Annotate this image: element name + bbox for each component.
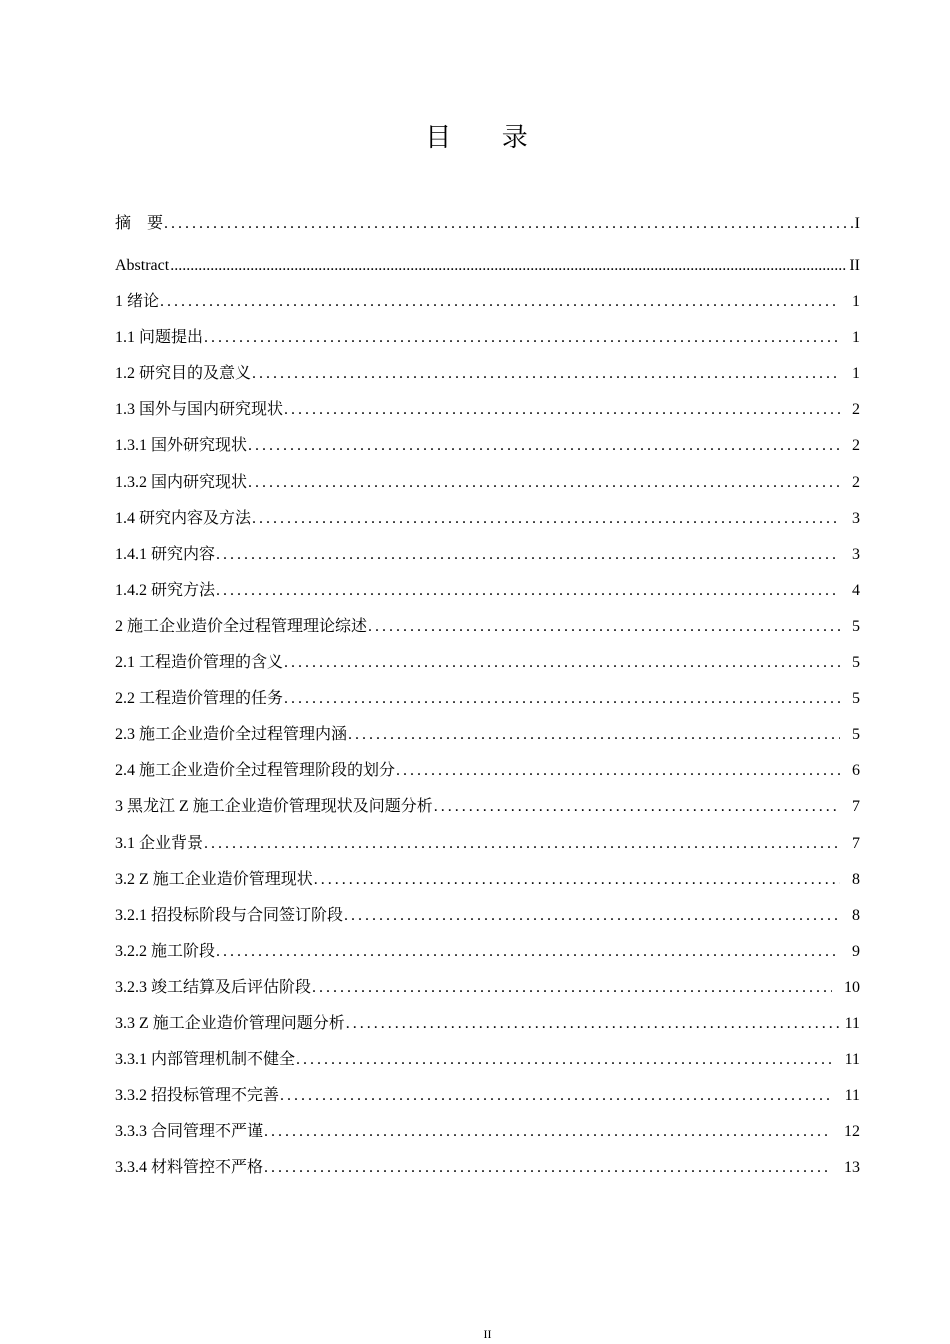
toc-leader-dots	[348, 717, 840, 753]
toc-leader-dots	[216, 537, 840, 573]
toc-entry-page: 1	[852, 293, 860, 311]
toc-leader-dots	[396, 753, 840, 789]
toc-entry-2-4[interactable]	[115, 753, 860, 789]
toc-entry-label: 1 绪论	[115, 293, 160, 311]
toc-leader-dots	[296, 1042, 832, 1078]
toc-entry-page: 6	[852, 762, 860, 780]
toc-entry-label: 1.1 问题提出	[115, 329, 204, 347]
toc-entry-3-2-1[interactable]	[115, 898, 860, 934]
toc-entry-page: 5	[852, 654, 860, 672]
toc-entry-label: 1.3.2 国内研究现状	[115, 473, 248, 491]
toc-entry-label: 2.2 工程造价管理的任务	[115, 690, 284, 708]
toc-entry-1-1[interactable]	[115, 320, 860, 356]
toc-entry-label: 3.2.2 施工阶段	[115, 942, 216, 960]
toc-entry-abstract-cn[interactable]	[115, 206, 860, 248]
toc-entry-page: 1	[852, 329, 860, 347]
toc-leader-dots	[204, 320, 840, 356]
toc-entry-page: 2	[852, 473, 860, 491]
toc-leader-dots	[164, 206, 853, 242]
toc-entry-3[interactable]	[115, 789, 860, 825]
toc-leader-dots	[248, 428, 840, 464]
toc-leader-dots	[368, 609, 840, 645]
toc-leader-dots	[314, 862, 840, 898]
toc-entry-1-4-1[interactable]	[115, 537, 860, 573]
toc-entry-page: 12	[844, 1123, 860, 1141]
toc-entry-label: 1.3.1 国外研究现状	[115, 437, 248, 455]
toc-entry-label: 3.2.1 招投标阶段与合同签订阶段	[115, 906, 344, 924]
toc-leader-dots	[344, 898, 840, 934]
toc-entry-label: 2.3 施工企业造价全过程管理内涵	[115, 726, 348, 744]
toc-entry-page: 5	[852, 690, 860, 708]
toc-leader-dots	[280, 1078, 832, 1114]
toc-entry-abstract-en[interactable]	[115, 248, 860, 284]
toc-entry-page: II	[849, 257, 860, 274]
toc-entry-label: 3.2 Z 施工企业造价管理现状	[115, 870, 313, 888]
toc-entry-page: I	[854, 215, 860, 232]
toc-leader-dots	[312, 970, 832, 1006]
toc-entry-page: 5	[852, 617, 860, 635]
toc-entry-label: 3.3.1 内部管理机制不健全	[115, 1051, 296, 1069]
toc-entry-label: 3.3.2 招投标管理不完善	[115, 1087, 280, 1105]
toc-entry-page: 9	[852, 942, 860, 960]
toc-entry-page: 13	[844, 1159, 860, 1177]
toc-entry-page: 8	[852, 906, 860, 924]
toc-leader-dots	[216, 573, 840, 609]
toc-entry-label: 3.1 企业背景	[115, 834, 204, 852]
toc-entry-label: 3.3 Z 施工企业造价管理问题分析	[115, 1014, 345, 1032]
toc-entry-page: 5	[852, 726, 860, 744]
toc-leader-dots	[434, 789, 840, 825]
toc-leader-dots	[216, 934, 840, 970]
toc-leader-dots	[284, 645, 840, 681]
toc-entry-page: 8	[852, 870, 860, 888]
toc-entry-label: 2 施工企业造价全过程管理理论综述	[115, 617, 368, 635]
toc-entry-label: Abstract	[115, 257, 170, 274]
toc-entry-2[interactable]	[115, 609, 860, 645]
toc-entry-1[interactable]	[115, 284, 860, 320]
toc-leader-dots	[284, 681, 840, 717]
toc-entry-page: 4	[852, 581, 860, 599]
page-title: 目 录	[425, 123, 550, 152]
toc-entry-page: 7	[852, 798, 860, 816]
toc-leader-dots	[170, 248, 847, 284]
toc-entry-page: 7	[852, 834, 860, 852]
toc-entry-3-2[interactable]	[115, 862, 860, 898]
table-of-contents	[115, 206, 860, 1186]
toc-entry-label: 1.4.1 研究内容	[115, 545, 216, 563]
toc-leader-dots	[252, 501, 840, 537]
toc-entry-label: 3.3.3 合同管理不严谨	[115, 1123, 264, 1141]
toc-entry-3-1[interactable]	[115, 826, 860, 862]
toc-entry-2-2[interactable]	[115, 681, 860, 717]
toc-entry-label: 2.1 工程造价管理的含义	[115, 654, 284, 672]
toc-leader-dots	[204, 826, 840, 862]
toc-leader-dots	[248, 465, 840, 501]
toc-entry-page: 11	[844, 1087, 860, 1105]
toc-entry-2-3[interactable]	[115, 717, 860, 753]
toc-entry-label: 3 黑龙江 Z 施工企业造价管理现状及问题分析	[115, 798, 433, 816]
toc-leader-dots	[264, 1150, 832, 1186]
toc-entry-2-1[interactable]	[115, 645, 860, 681]
toc-entry-label: 1.4 研究内容及方法	[115, 509, 252, 527]
toc-entry-1-2[interactable]	[115, 356, 860, 392]
toc-leader-dots	[284, 392, 840, 428]
toc-entry-1-4[interactable]	[115, 501, 860, 537]
toc-entry-page: 2	[852, 437, 860, 455]
toc-entry-label: 1.4.2 研究方法	[115, 581, 216, 599]
toc-entry-page: 11	[844, 1014, 860, 1032]
footer-page-number: II	[483, 1327, 492, 1341]
toc-entry-page: 1	[852, 365, 860, 383]
toc-entry-3-3[interactable]	[115, 1006, 860, 1042]
toc-entry-3-2-2[interactable]	[115, 934, 860, 970]
toc-entry-page: 2	[852, 401, 860, 419]
toc-entry-3-2-3[interactable]	[115, 970, 860, 1006]
toc-entry-page: 3	[852, 545, 860, 563]
toc-entry-1-4-2[interactable]	[115, 573, 860, 609]
toc-entry-1-3-2[interactable]	[115, 465, 860, 501]
toc-entry-label: 3.2.3 竣工结算及后评估阶段	[115, 978, 312, 996]
toc-entry-label: 3.3.4 材料管控不严格	[115, 1159, 264, 1177]
toc-entry-3-3-2[interactable]	[115, 1078, 860, 1114]
toc-leader-dots	[252, 356, 840, 392]
toc-entry-label: 1.3 国外与国内研究现状	[115, 401, 284, 419]
toc-entry-1-3[interactable]	[115, 392, 860, 428]
toc-entry-3-3-4[interactable]	[115, 1150, 860, 1186]
toc-leader-dots	[160, 284, 840, 320]
toc-entry-3-3-1[interactable]	[115, 1042, 860, 1078]
toc-entry-label: 摘 要	[115, 215, 164, 232]
toc-leader-dots	[264, 1114, 832, 1150]
toc-entry-page: 10	[844, 978, 860, 996]
toc-entry-page: 11	[844, 1051, 860, 1069]
toc-entry-label: 2.4 施工企业造价全过程管理阶段的划分	[115, 762, 396, 780]
toc-entry-page: 3	[852, 509, 860, 527]
toc-entry-label: 1.2 研究目的及意义	[115, 365, 252, 383]
toc-entry-3-3-3[interactable]	[115, 1114, 860, 1150]
toc-leader-dots	[346, 1006, 843, 1042]
toc-entry-1-3-1[interactable]	[115, 428, 860, 464]
